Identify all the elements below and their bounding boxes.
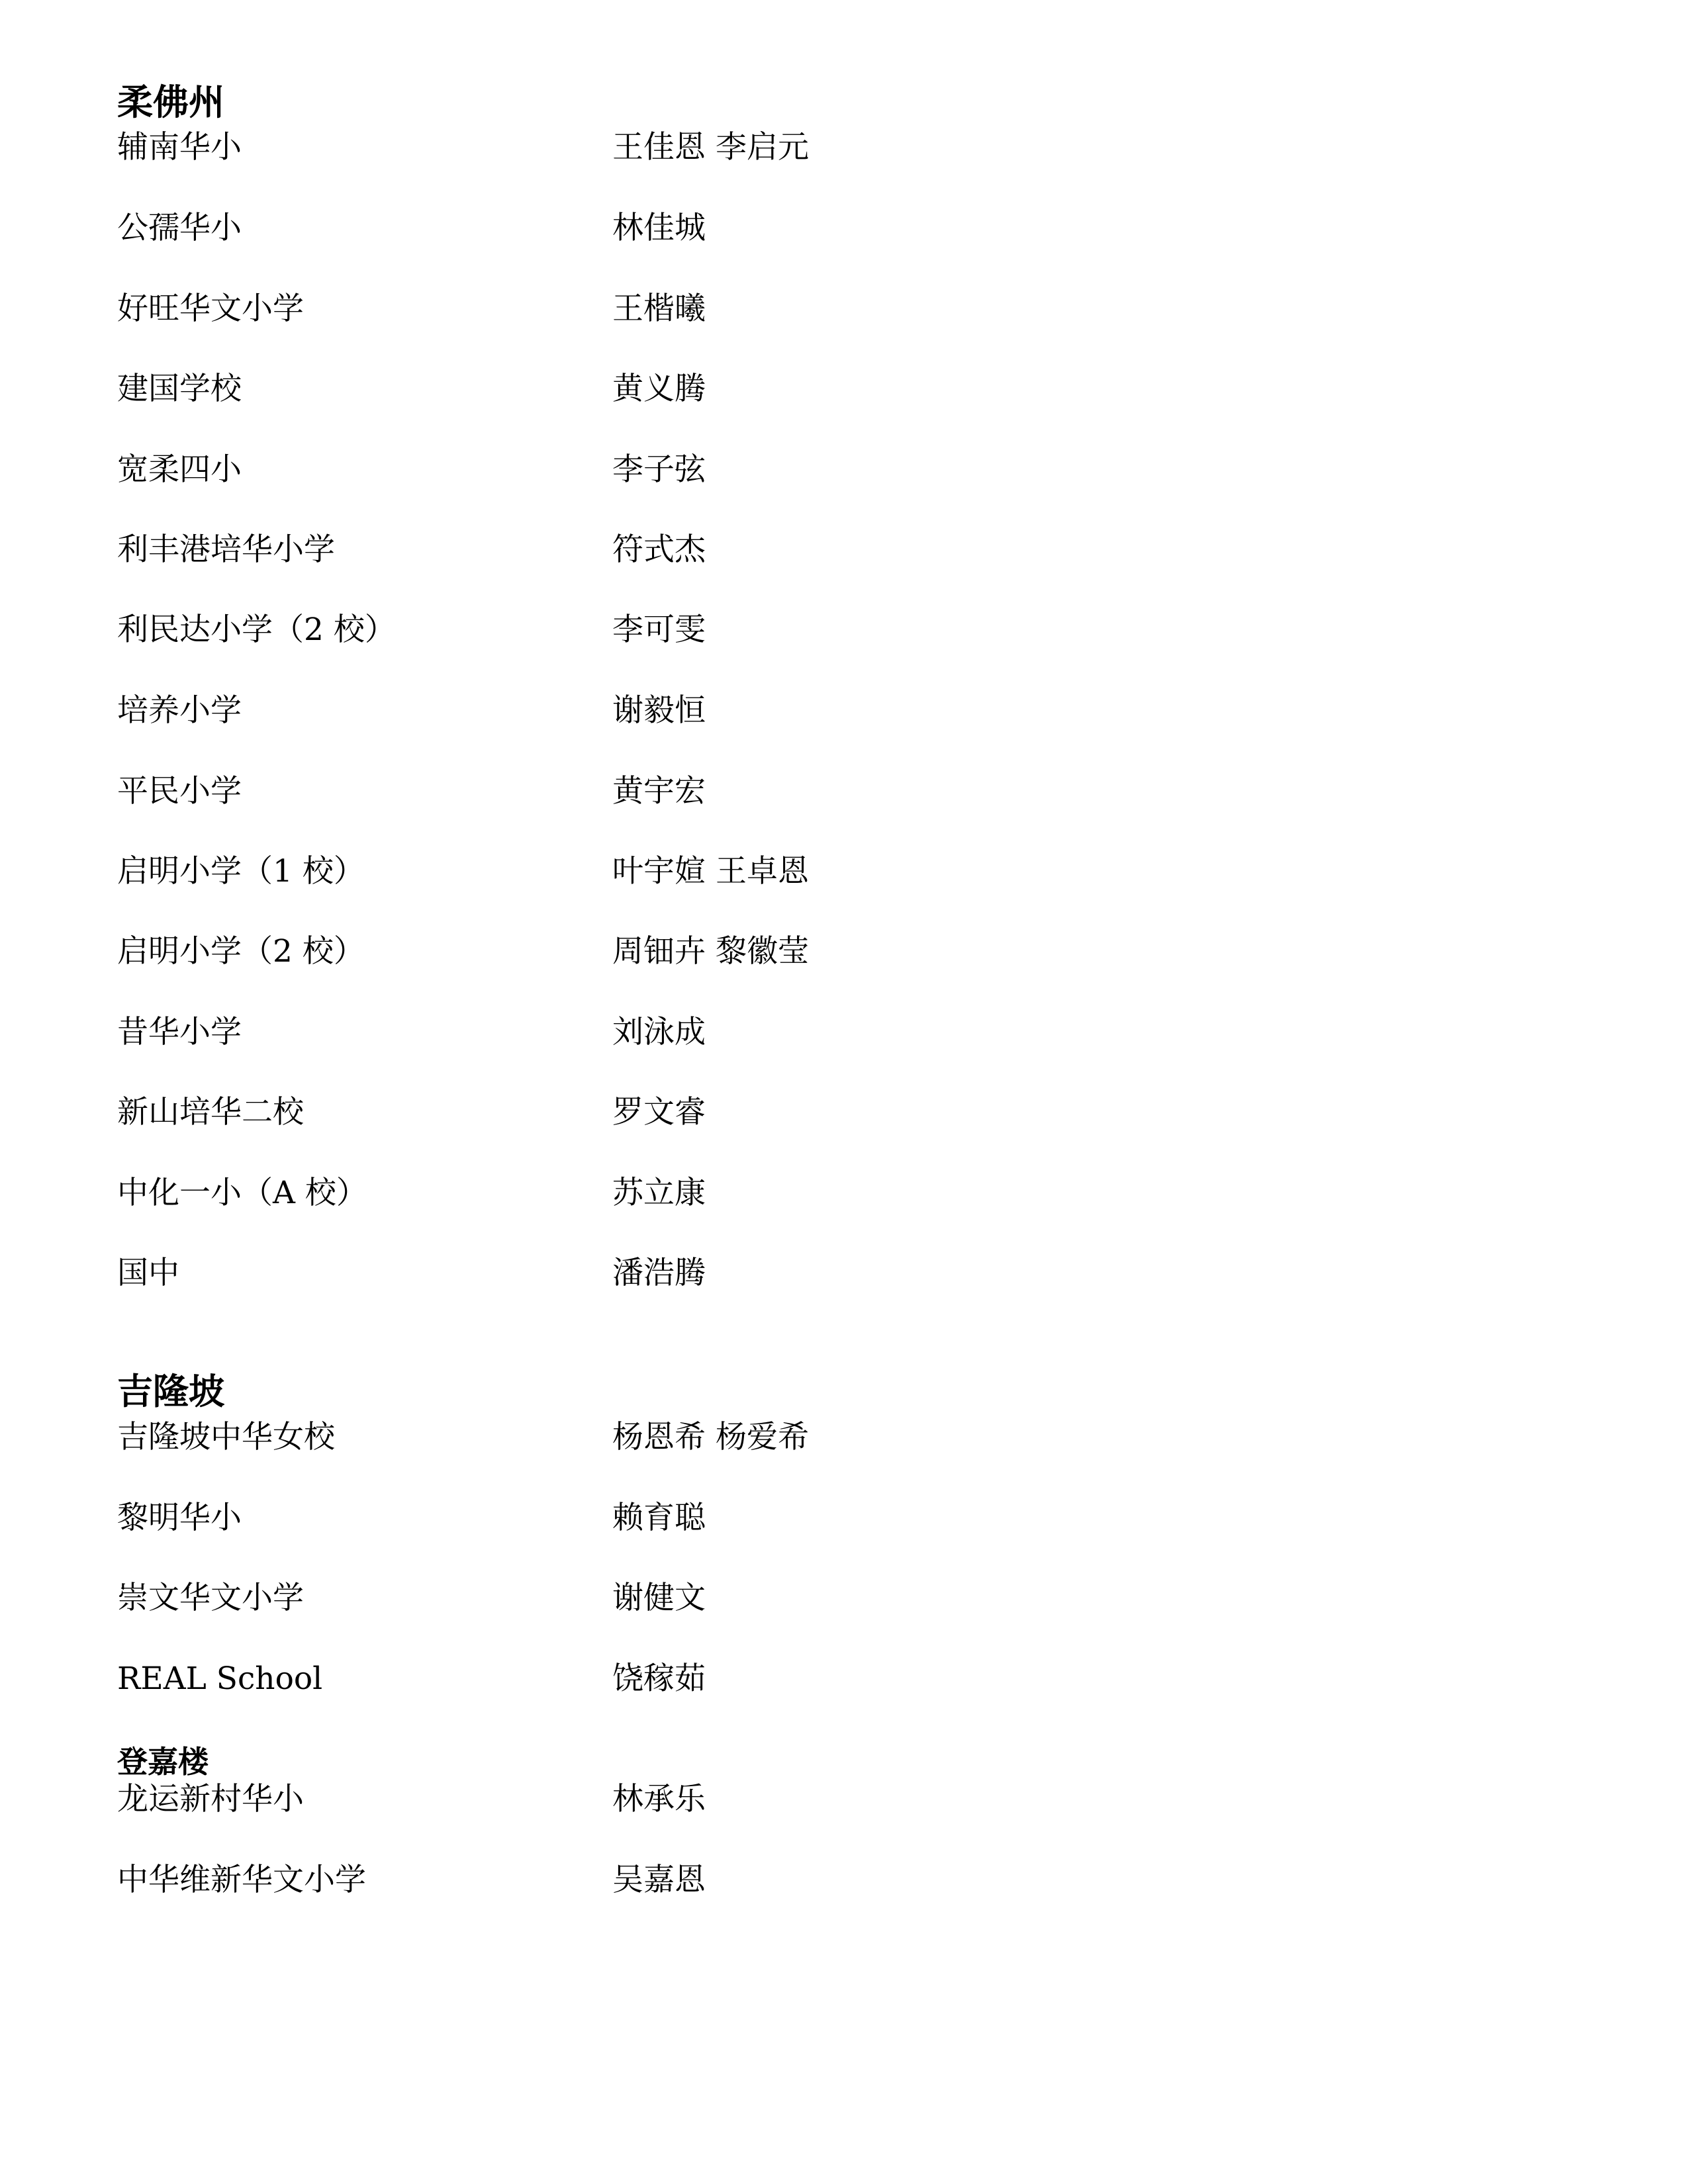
school-name: 利丰港培华小学 [117,531,335,568]
student-names: 潘浩腾 [612,1255,706,1291]
student-names: 林承乐 [612,1781,706,1817]
list-item [0,1577,1688,1619]
school-name: 公孺华小 [117,210,242,246]
list-item [0,1011,1688,1054]
student-names: 谢毅恒 [612,692,706,729]
list-item [0,1091,1688,1134]
student-names: 王楷曦 [612,291,706,327]
list-item [0,1778,1688,1821]
list-item [0,529,1688,571]
student-names: 吴嘉恩 [612,1862,706,1898]
school-name: 平民小学 [117,773,242,809]
school-name: REAL School [117,1661,323,1697]
student-names: 黄义腾 [612,371,706,407]
list-item [0,1172,1688,1214]
list-item [0,1658,1688,1700]
list-item [0,931,1688,973]
student-names: 杨恩希 杨爱希 [612,1419,809,1455]
school-name: 国中 [117,1255,179,1291]
student-names: 苏立康 [612,1175,706,1211]
student-names: 罗文睿 [612,1094,706,1130]
region-heading-johor: 柔佛州 [117,81,224,123]
student-names: 李子弦 [612,451,706,488]
school-name: 宽柔四小 [117,451,242,488]
list-item [0,850,1688,893]
school-name: 龙运新村华小 [117,1781,304,1817]
student-names: 刘泳成 [612,1014,706,1050]
student-names: 叶宇媗 王卓恩 [612,853,809,889]
list-item [0,126,1688,169]
student-names: 赖育聪 [612,1500,706,1536]
list-item [0,609,1688,651]
school-name: 昔华小学 [117,1014,242,1050]
region-heading-terengganu: 登嘉楼 [117,1744,209,1780]
list-item [0,1252,1688,1295]
list-item [0,1416,1688,1459]
school-name: 吉隆坡中华女校 [117,1419,335,1455]
school-name: 崇文华文小学 [117,1580,304,1616]
school-name: 辅南华小 [117,129,242,165]
list-item [0,690,1688,732]
school-name: 中化一小（A 校） [117,1175,367,1211]
student-names: 王佳恩 李启元 [612,129,809,165]
list-item [0,1859,1688,1901]
school-name: 好旺华文小学 [117,291,304,327]
list-item [0,207,1688,250]
student-names: 黄宇宏 [612,773,706,809]
school-name: 利民达小学（2 校） [117,612,396,648]
school-name: 黎明华小 [117,1500,242,1536]
student-names: 符式杰 [612,531,706,568]
list-item [0,1497,1688,1539]
student-names: 饶稼茹 [612,1661,706,1697]
student-names: 林佳城 [612,210,706,246]
region-heading-kuala-lumpur: 吉隆坡 [117,1371,224,1412]
school-name: 启明小学（1 校） [117,853,365,889]
student-names: 周钿卉 黎徽莹 [612,933,809,970]
school-name: 培养小学 [117,692,242,729]
school-name: 启明小学（2 校） [117,933,365,970]
list-item [0,770,1688,813]
list-item [0,449,1688,491]
school-name: 新山培华二校 [117,1094,304,1130]
student-names: 李可雯 [612,612,706,648]
list-item [0,288,1688,330]
school-name: 中华维新华文小学 [117,1862,366,1898]
list-item [0,368,1688,410]
school-name: 建国学校 [117,371,242,407]
student-names: 谢健文 [612,1580,706,1616]
